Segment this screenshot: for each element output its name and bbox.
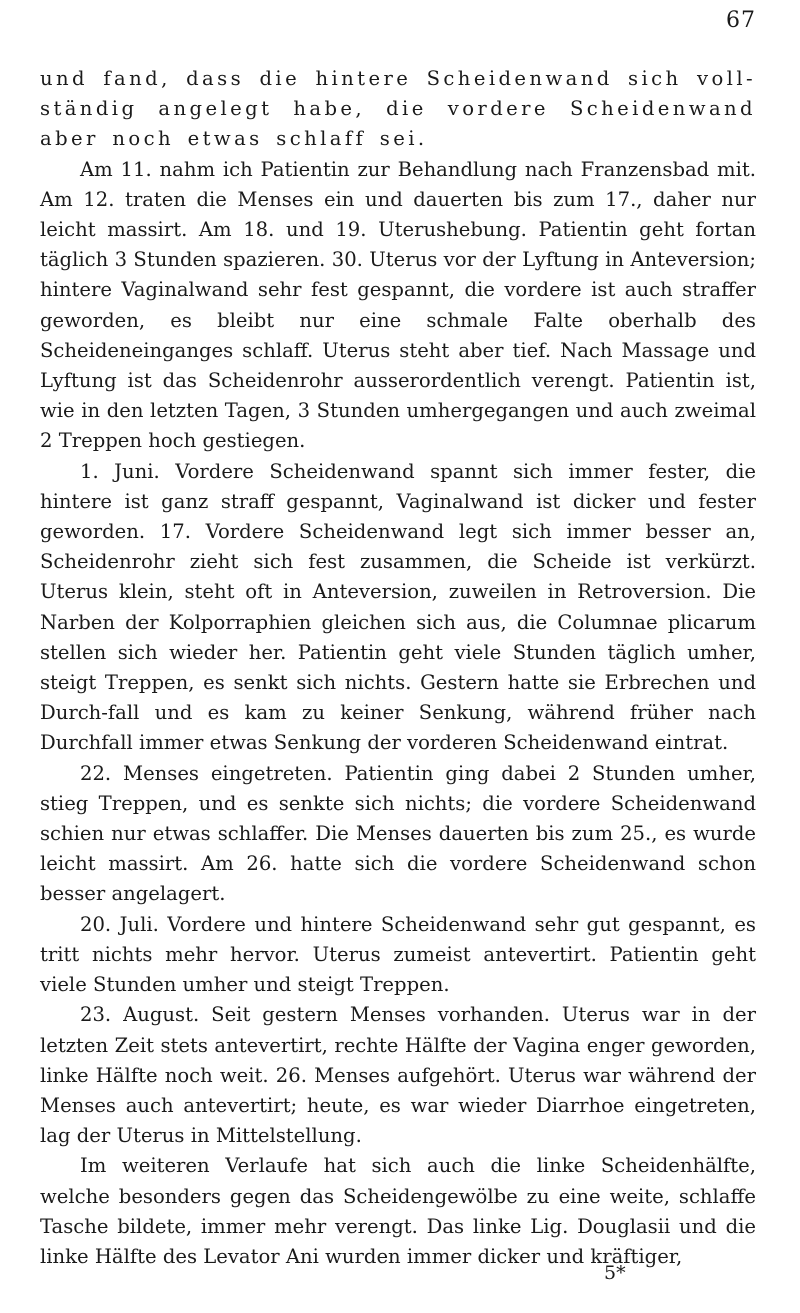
paragraph-3: 1. Juni. Vordere Scheidenwand spannt sich immer fester, die hintere ist ganz straff gespannt, Vaginalwand ist dicker und fester geworden. 17. Vordere Scheidenwand legt sich immer besser an, Scheidenrohr zieht sich fest zusammen, die Scheide ist verkürzt. Uterus klein, steht oft in Anteversion, zuweilen in Retroversion. Die Narben der Kolporraphien gleichen sich aus, die Columnae plicarum stellen sich wieder her. Patientin geht viele Stunden täglich umher, steigt Treppen, es senkt sich nichts. Gestern hatte sie Erbrechen und Durch-fall und es kam zu keiner Senkung, während früher nach Durchfall immer etwas Senkung der vorderen Scheidenwand eintrat.: [40, 459, 756, 755]
page-number: 67: [726, 8, 756, 33]
paragraph-6: 23. August. Seit gestern Menses vorhanden. Uterus war in der letzten Zeit stets antevertirt, rechte Hälfte der Vagina enger geworden, linke Hälfte noch weit. 26. Menses aufgehört. Uterus war während der Menses auch antevertirt; heute, es war wieder Diarrhoe eingetreten, lag der Uterus in Mittelstellung.: [40, 1003, 756, 1148]
body-text: [40, 64, 756, 1272]
paragraph-5: 20. Juli. Vordere und hintere Scheidenwand sehr gut gespannt, es tritt nichts mehr hervor. Uterus zumeist antevertirt. Patientin geht viele Stunden umher und steigt Treppen.: [40, 912, 756, 997]
paragraph-1: und fand, dass die hintere Scheidenwand sich voll-ständig angelegt habe, die vordere Scheidenwand aber noch etwas schlaff sei.: [40, 67, 756, 151]
paragraph-4: 22. Menses eingetreten. Patientin ging dabei 2 Stunden umher, stieg Treppen, und es senkte sich nichts; die vordere Scheidenwand schien nur etwas schlaffer. Die Menses dauerten bis zum 25., es wurde leicht massirt. Am 26. hatte sich die vordere Scheidenwand schon besser angelagert.: [40, 761, 756, 906]
paragraph-2: Am 11. nahm ich Patientin zur Behandlung nach Franzensbad mit. Am 12. traten die Menses ein und dauerten bis zum 17., daher nur leicht massirt. Am 18. und 19. Uterushebung. Patientin geht fortan täglich 3 Stunden spazieren. 30. Uterus vor der Lyftung in Anteversion; hintere Vaginalwand sehr fest gespannt, die vordere ist auch straffer geworden, es bleibt nur eine schmale Falte oberhalb des Scheideneinganges schlaff. Uterus steht aber tief. Nach Massage und Lyftung ist das Scheidenrohr ausserordentlich verengt. Patientin ist, wie in den letzten Tagen, 3 Stunden umhergegangen und auch zweimal 2 Treppen hoch gestiegen.: [40, 157, 756, 453]
signature-mark: 5*: [604, 1262, 626, 1284]
paragraph-7: Im weiteren Verlaufe hat sich auch die linke Scheidenhälfte, welche besonders gegen das Scheidengewölbe zu eine weite, schlaffe Tasche bildete, immer mehr verengt. Das linke Lig. Douglasii und die linke Hälfte des Levator Ani wurden immer dicker und kräftiger,: [40, 1154, 756, 1268]
